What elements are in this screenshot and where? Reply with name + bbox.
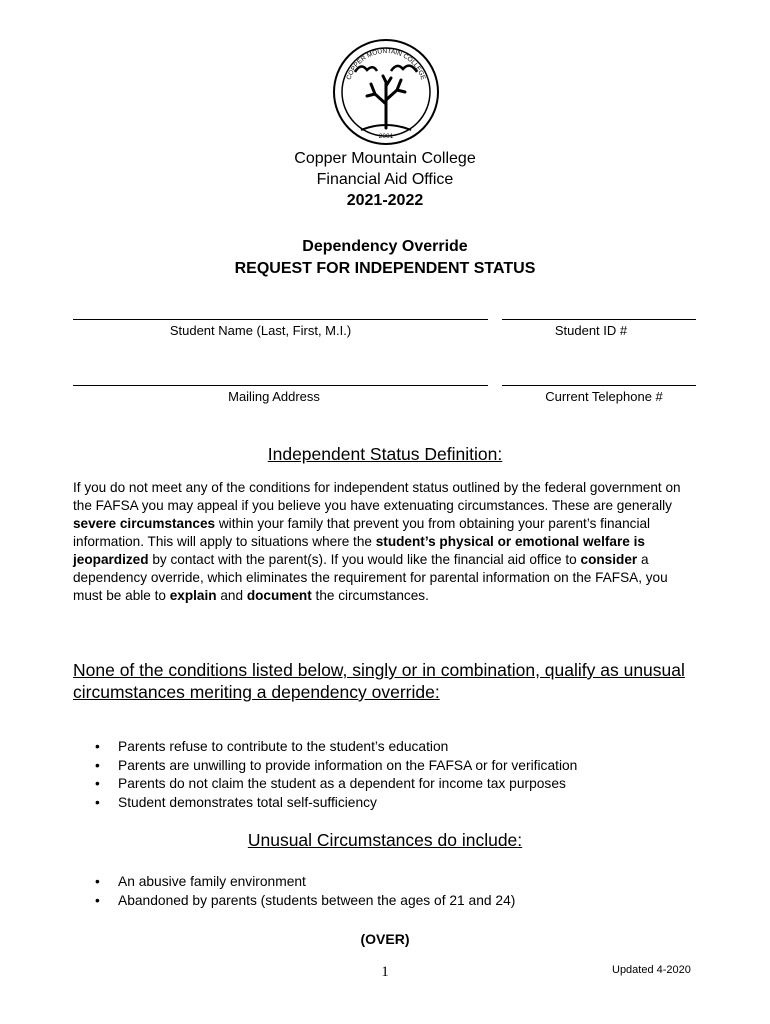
student-id-line[interactable]	[502, 319, 696, 320]
student-name-line[interactable]	[73, 319, 488, 320]
mailing-address-label: Mailing Address	[228, 389, 320, 404]
bullet-icon: •	[95, 776, 100, 792]
list-item: • Student demonstrates total self-sufficiency	[73, 794, 713, 813]
unusual-list	[73, 873, 713, 910]
bullet-icon: •	[95, 757, 100, 773]
list-item: • Parents do not claim the student as a dependent for income tax purposes	[73, 775, 713, 794]
office-name: Financial Aid Office	[316, 171, 454, 188]
student-name-label: Student Name (Last, First, M.I.)	[169, 323, 352, 338]
bullet-icon: •	[95, 892, 100, 908]
bullet-icon: •	[95, 874, 100, 889]
list-item: • Parents refuse to contribute to the student’s education	[73, 738, 713, 757]
definition-paragraph: If you do not meet any of the conditions for independent status outlined by the federal government on the FAFSA you may appeal if you believe you have extenuating circumstances. These are generally severe circumstances within your family that prevent you from obtaining your parent’s financial information. This will apply to situations where the student’s physical or emotional welfare is jeopardized by contact with the parent(s). If you would like the financial aid office to consider a dependency override, which eliminates the requirement for parental information on the FAFSA, you must be able to explain and document the circumstances.	[73, 480, 681, 603]
list-item: • Abandoned by parents (students between the ages of 21 and 24)	[73, 892, 713, 911]
telephone-line[interactable]	[502, 385, 696, 386]
list-item: • Parents are unwilling to provide information on the FAFSA or for verification	[73, 757, 713, 776]
over-label: (OVER)	[360, 931, 410, 947]
updated-date: Updated 4-2020	[612, 964, 691, 976]
svg-text:COPPER MOUNTAIN COLLEGE	[346, 48, 427, 81]
telephone-label: Current Telephone #	[545, 389, 663, 404]
academic-year: 2021-2022	[346, 192, 424, 209]
college-seal-logo	[331, 38, 441, 146]
mailing-address-line[interactable]	[73, 385, 488, 386]
not-qualify-list	[73, 738, 713, 813]
bullet-icon: •	[95, 795, 100, 811]
form-title: Dependency Override	[302, 238, 468, 255]
student-id-label: Student ID #	[554, 323, 628, 338]
bullet-icon: •	[95, 739, 100, 754]
list-item: • An abusive family environment	[73, 873, 713, 892]
form-subtitle: REQUEST FOR INDEPENDENT STATUS	[234, 260, 536, 277]
unusual-title: Unusual Circumstances do include:	[247, 830, 523, 850]
page-number: 1	[381, 964, 389, 980]
definition-title: Independent Status Definition:	[267, 444, 503, 464]
not-qualify-title: None of the conditions listed below, singly or in combination, qualify as unusual circumstances meriting a dependency override:	[73, 660, 685, 702]
seal-year: 2001	[378, 133, 394, 140]
college-name: Copper Mountain College	[294, 150, 476, 167]
seal-text: COPPER MOUNTAIN COLLEGE	[345, 47, 427, 81]
